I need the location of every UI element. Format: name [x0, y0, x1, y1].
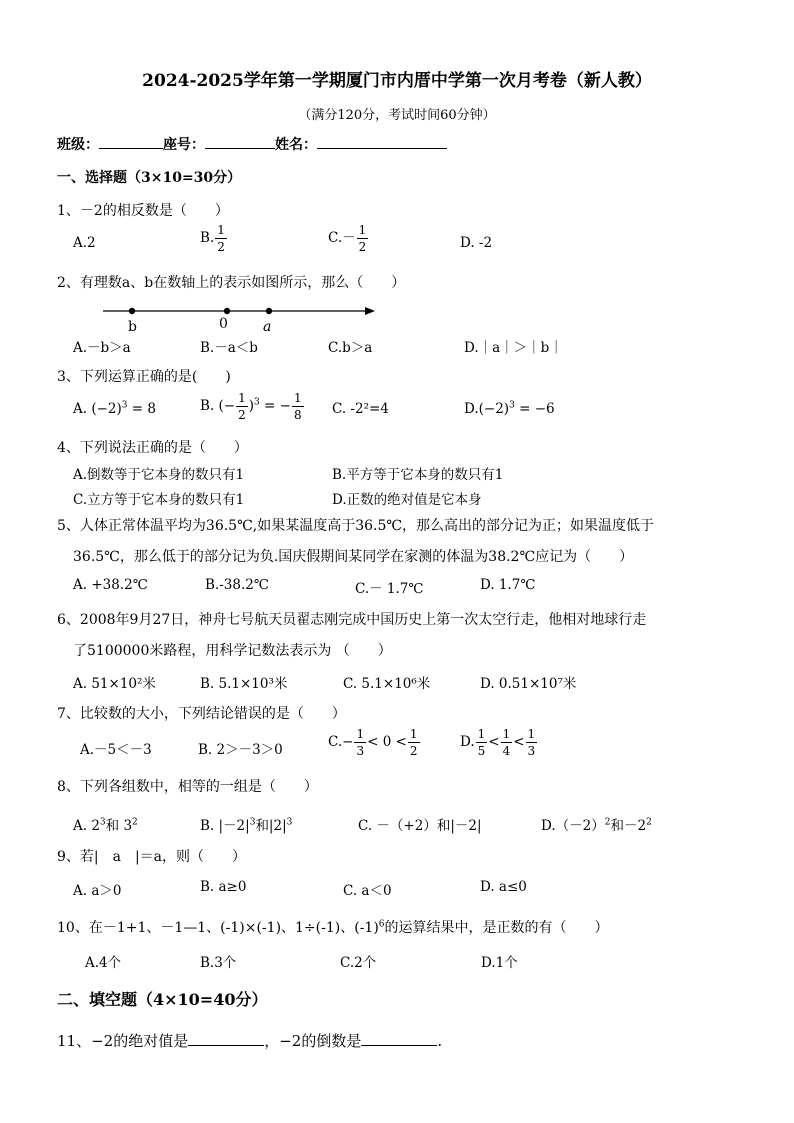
seat-blank[interactable] [205, 134, 275, 149]
q7-option-c: C.− $\frac{1}{3}$ < 0 < $\frac{1}{2}$ [328, 727, 418, 758]
q10-stem: 10、在－1+1、－1—1、(-1)×(-1)、1÷(-1)、$(-1)^6$的运算结果中，是正数的有（ ） [57, 919, 609, 936]
q9-option-d: D. a≤0 [480, 879, 527, 895]
q8-option-d: $D.(-2)^2$和$-2^2$ [541, 817, 652, 834]
q8-option-a: A. $2^3$和 $3^2$ [73, 817, 138, 834]
q7-option-b: B. 2＞－3＞0 [198, 742, 283, 758]
name-blank[interactable] [317, 134, 447, 149]
q3-option-d: $D.(-2)^3 = -6$ [464, 400, 555, 417]
point-b [129, 308, 135, 314]
section-2-heading: 二、填空题（4×10=40分） [57, 990, 268, 1009]
q6-option-a: A. 51×10²米 [73, 676, 156, 692]
number-line [95, 300, 385, 336]
q9-stem: 9、若| a |＝a，则（ ） [57, 849, 247, 865]
q2-option-a: A.－b＞a [73, 340, 131, 356]
q9-option-c: C. a＜0 [343, 883, 392, 899]
q1-option-b: B. $\frac{1}{2}$ [200, 223, 225, 254]
label-zero: 0 [219, 316, 228, 332]
q2-stem: 2、有理数a、b在数轴上的表示如图所示，那么（ ） [57, 275, 406, 291]
q4-stem: 4、下列说法正确的是（ ） [57, 440, 248, 456]
q7-stem: 7、比较数的大小，下列结论错误的是（ ） [57, 706, 346, 722]
q5-option-c: C.－ 1.7℃ [355, 581, 424, 597]
q2-option-b: B.－a＜b [200, 340, 258, 356]
q7-option-a: A.－5＜－3 [80, 742, 152, 758]
q3-option-c: C. -2²=4 [332, 401, 389, 417]
q8-option-c: C. －（+2）和|－2| [358, 818, 482, 834]
q1-option-a: A.2 [73, 235, 96, 251]
q10-option-d: D.1个 [481, 955, 518, 971]
q4-option-b: B.平方等于它本身的数只有1 [332, 467, 504, 483]
q9-option-b: B. a≥0 [200, 879, 247, 895]
q1-option-c: C.－ $\frac{1}{2}$ [328, 223, 367, 254]
q2-option-d: D.｜a｜＞｜b｜ [464, 340, 563, 356]
q4-option-d: D.正数的绝对值是它本身 [332, 492, 482, 508]
q5-line-1: 5、人体正常体温平均为36.5℃,如果某温度高于36.5℃，那么高出的部分记为正；如果温度低于 [57, 518, 655, 534]
q6-line-2: 了5100000米路程，用科学记数法表示为 （ ） [73, 643, 392, 659]
q3-option-b: B. (− $\frac{1}{2}$ )$^3$ = − $\frac{1}{8}$ [200, 391, 302, 422]
point-zero [224, 308, 230, 314]
q8-stem: 8、下列各组数中，相等的一组是（ ） [57, 779, 318, 795]
q10-option-b: B.3个 [200, 955, 237, 971]
q11-blank-1[interactable] [188, 1031, 264, 1046]
q7-option-d: D. $\frac{1}{5}$ < $\frac{1}{4}$ < $\frac{1}{3}$ [460, 727, 536, 758]
q2-option-c: C.b＞a [328, 340, 373, 356]
exam-title: 2024-2025学年第一学期厦门市内厝中学第一次月考卷（新人教） [142, 71, 652, 91]
class-label: 班级： [57, 137, 99, 153]
q1-option-d: D. -2 [460, 235, 493, 251]
q5-line-2: 36.5℃，那么低于的部分记为负.国庆假期间某同学在家测的体温为38.2℃应记为（ ） [73, 549, 634, 565]
number-line-arrow [365, 307, 375, 315]
q3-stem: 3、下列运算正确的是( ) [57, 369, 231, 385]
q5-option-a: A. +38.2℃ [73, 577, 148, 593]
seat-label: 座号： [163, 137, 205, 153]
student-info-row [57, 134, 447, 154]
q8-option-b: B. $|-2|^3$和$|2|^3$ [200, 817, 293, 834]
q5-option-b: B.-38.2℃ [205, 577, 269, 593]
q5-option-d: D. 1.7℃ [480, 577, 536, 593]
q6-line-1: 6、2008年9月27日，神舟七号航天员翟志刚完成中国历史上第一次太空行走，他相对地球行走 [57, 612, 647, 628]
q3-option-a: A. $(-2)^3 = 8$ [73, 400, 156, 417]
q11-stem: 11、−2的绝对值是 ，−2的倒数是 . [57, 1032, 443, 1050]
q10-option-a: A.4个 [85, 955, 122, 971]
section-1-heading: 一、选择题（3×10=30分） [57, 170, 242, 186]
q6-option-c: C. 5.1×10⁶米 [343, 676, 431, 692]
name-label: 姓名： [275, 137, 317, 153]
q4-option-c: C.立方等于它本身的数只有1 [73, 492, 245, 508]
exam-subtitle: （满分120分，考试时间60分钟） [298, 108, 496, 123]
q11-blank-2[interactable] [361, 1031, 437, 1046]
class-blank[interactable] [99, 134, 163, 149]
q1-c-fraction: $\frac{1}{2}$ [358, 223, 367, 254]
q4-option-a: A.倒数等于它本身的数只有1 [73, 467, 245, 483]
label-b: b [128, 319, 137, 335]
q9-option-a: A. a＞0 [73, 883, 122, 899]
q1-b-fraction: $\frac{1}{2}$ [217, 223, 225, 254]
label-a: a [263, 319, 272, 335]
q1-stem: 1、－2的相反数是（ ） [57, 203, 229, 219]
q6-option-d: D. 0.51×10⁷米 [480, 676, 577, 692]
point-a [266, 308, 272, 314]
q10-option-c: C.2个 [340, 955, 377, 971]
q6-option-b: B. 5.1×10³米 [200, 676, 288, 692]
